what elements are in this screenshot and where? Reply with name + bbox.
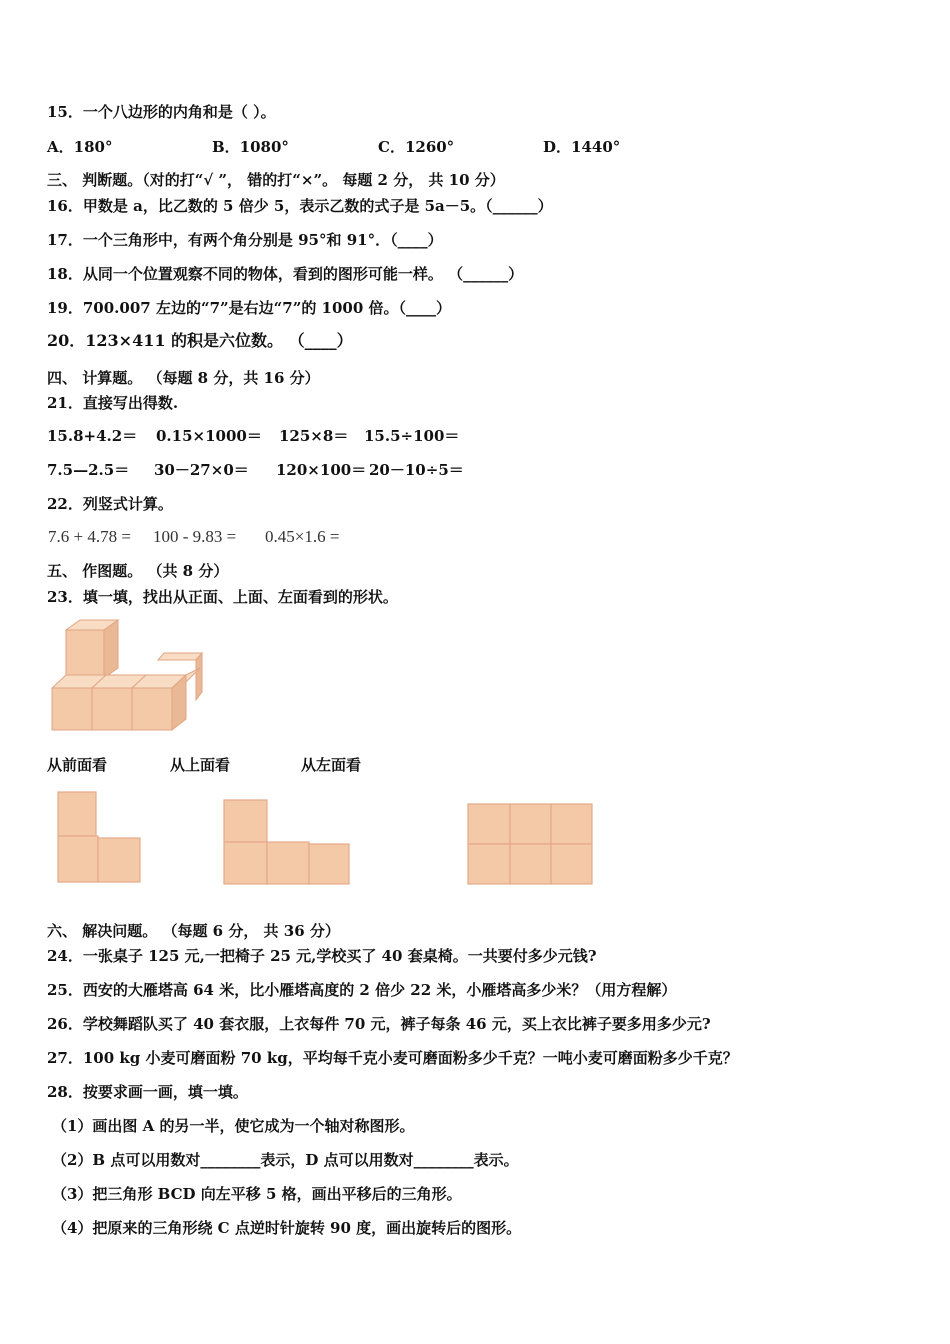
view-square: [58, 836, 98, 882]
cube-stack-figure: [50, 620, 210, 732]
q28-part-1: （1）画出图 A 的另一半，使它成为一个轴对称图形。: [52, 1117, 415, 1135]
view-label-left: 从左面看: [301, 756, 362, 774]
q21-row2-item4: 20－10÷5＝: [369, 461, 464, 479]
cube-front-face: [66, 630, 104, 678]
q15-option-c: C．1260°: [378, 138, 455, 156]
q22-expr-2: 100 - 9.83 =: [153, 527, 237, 546]
q22-expr-1: 7.6 + 4.78 =: [48, 527, 131, 546]
view-square: [98, 838, 140, 882]
cube-front-face: [92, 688, 132, 730]
q27-text: 27．100 kg 小麦可磨面粉 70 kg，平均每千克小麦可磨面粉多少千克？一吨小麦可磨面粉多少千克？: [47, 1049, 738, 1067]
q17-text: 17．一个三角形中，有两个角分别是 95°和 91°．（____）: [47, 231, 443, 249]
q28-part-4: （4）把原来的三角形绕 C 点逆时针旋转 90 度，画出旋转后的图形。: [52, 1219, 522, 1237]
q21-row1-item3: 125×8＝: [279, 427, 349, 445]
q21-row1-item1: 15.8+4.2＝: [47, 427, 138, 445]
q15-text: 15．一个八边形的内角和是（ ）。: [47, 103, 276, 121]
q20-text: 20．123×411 的积是六位数。 （____）: [47, 331, 353, 350]
view-square: [510, 844, 551, 884]
view-square: [510, 804, 551, 844]
section5-heading: 五、 作图题。 （共 8 分）: [47, 562, 229, 580]
cube-top-face: [158, 653, 202, 660]
q21-row1-item4: 15.5÷100＝: [364, 427, 460, 445]
q23-text: 23．填一填，找出从正面、上面、左面看到的形状。: [47, 588, 398, 606]
q21-row2-item2: 30－27×0＝: [154, 461, 249, 479]
cube-front-face: [132, 688, 172, 730]
q15-option-a: A．180°: [47, 138, 113, 156]
view-square: [468, 804, 510, 844]
q21-row2-item1: 7.5—2.5＝: [47, 461, 130, 479]
view-square: [58, 792, 96, 836]
view-square: [551, 844, 592, 884]
section6-heading: 六、 解决问题。 （每题 6 分， 共 36 分）: [47, 922, 340, 940]
q19-text: 19．700.007 左边的“7”是右边“7”的 1000 倍。（____）: [47, 299, 452, 317]
view-square: [551, 804, 592, 844]
q25-text: 25．西安的大雁塔高 64 米，比小雁塔高度的 2 倍少 22 米，小雁塔高多少米？（用方程解）: [47, 981, 677, 999]
view-square: [224, 842, 267, 884]
view-square: [267, 842, 309, 884]
view-square: [224, 800, 267, 842]
view-label-front: 从前面看: [47, 756, 108, 774]
view-shape-3: [466, 802, 594, 886]
section4-heading: 四、 计算题。 （每题 8 分，共 16 分）: [47, 369, 320, 387]
cube-side-face: [104, 620, 118, 678]
q28-part-2: （2）B 点可以用数对________表示，D 点可以用数对________表示。: [52, 1151, 519, 1169]
view-square: [468, 844, 510, 884]
q28-text: 28．按要求画一画，填一填。: [47, 1083, 248, 1101]
q15-option-d: D．1440°: [543, 138, 621, 156]
view-shape-1: [56, 790, 142, 884]
q21-row2-item3: 120×100＝: [276, 461, 367, 479]
q18-text: 18．从同一个位置观察不同的物体，看到的图形可能一样。 （______）: [47, 265, 524, 283]
q28-part-3: （3）把三角形 BCD 向左平移 5 格，画出平移后的三角形。: [52, 1185, 462, 1203]
q22-text: 22．列竖式计算。: [47, 495, 173, 513]
q26-text: 26．学校舞蹈队买了 40 套衣服，上衣每件 70 元，裤子每条 46 元，买上衣比裤子要多用多少元?: [47, 1015, 711, 1033]
q21-row1-item2: 0.15×1000＝: [156, 427, 262, 445]
q21-text: 21．直接写出得数.: [47, 394, 179, 412]
cube-front-face: [52, 688, 92, 730]
section3-heading: 三、 判断题。（对的打“√ ”， 错的打“×”。 每题 2 分， 共 10 分）: [47, 171, 505, 189]
q16-text: 16．甲数是 a，比乙数的 5 倍少 5，表示乙数的式子是 5a－5。（______）: [47, 197, 553, 215]
q15-option-b: B．1080°: [212, 138, 289, 156]
view-shape-2: [222, 798, 352, 888]
q22-expr-3: 0.45×1.6 =: [265, 527, 340, 546]
cube-side-face: [196, 653, 202, 700]
view-square: [309, 844, 349, 884]
view-label-top: 从上面看: [170, 756, 231, 774]
q24-text: 24．一张桌子 125 元,一把椅子 25 元,学校买了 40 套桌椅。一共要付多少元钱?: [47, 947, 597, 965]
